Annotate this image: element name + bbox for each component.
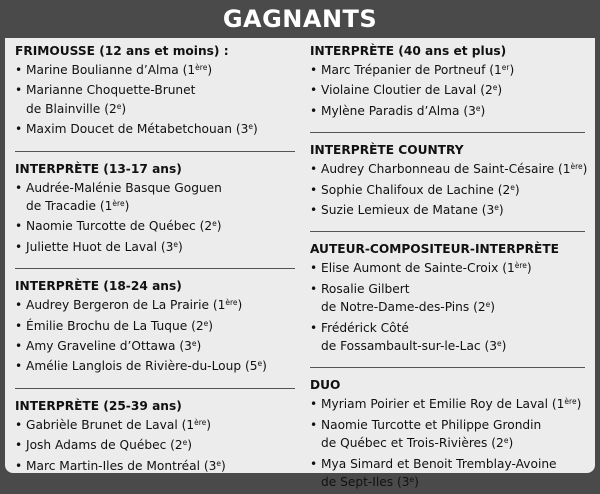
bullet-icon: •: [15, 458, 23, 473]
bullet-icon: •: [310, 182, 318, 197]
winner-name: [26, 120, 258, 140]
winners-section: [310, 240, 585, 357]
winner-name: [26, 61, 212, 81]
winner-item: [15, 61, 295, 81]
winner-item: [15, 81, 295, 120]
bullet-icon: •: [310, 103, 318, 118]
winner-name: [26, 81, 195, 120]
section-title: INTERPRÈTE (18-24 ans): [15, 279, 182, 294]
bullet-icon: •: [15, 83, 23, 98]
rank-label: (3e): [481, 203, 504, 218]
bullet-icon: •: [310, 203, 318, 218]
winner-name: [321, 81, 502, 101]
winner-line: Mya Simard et Benoit Tremblay-Avoine: [321, 456, 557, 471]
winner-name: [321, 280, 495, 319]
rank-label: (3e): [235, 122, 258, 137]
winner-line: Gabrièle Brunet de Laval (1ère): [26, 417, 212, 432]
winner-line: de Fossambault-sur-le-Lac (3e): [321, 339, 507, 354]
winner-name: [321, 61, 514, 81]
winner-item: [15, 120, 295, 140]
rank-label: (2e): [104, 101, 127, 116]
section-title: FRIMOUSSE (12 ans et moins) :: [15, 44, 229, 58]
section-divider: [310, 367, 585, 368]
winner-item: [310, 280, 585, 319]
rank-label: (5e): [244, 359, 267, 374]
winner-name: [321, 455, 557, 494]
winner-item: [310, 102, 585, 122]
winner-name: [26, 179, 222, 218]
winner-line: Audrée-Malénie Basque Goguen: [26, 180, 222, 195]
winner-line: Marianne Choquette-Brunet: [26, 83, 196, 98]
winner-name: [26, 436, 192, 456]
winner-item: [15, 337, 295, 357]
rank-label: (3e): [203, 458, 226, 473]
bullet-icon: •: [15, 438, 23, 453]
section-title: INTERPRÈTE (25-39 ans): [15, 398, 182, 413]
winner-name: [321, 102, 485, 122]
winner-item: [310, 416, 585, 455]
winner-name: [321, 395, 581, 415]
winner-line: Juliette Huot de Laval (3e): [26, 239, 183, 254]
bullet-icon: •: [310, 83, 318, 98]
winner-line: de Sept-Iles (3e): [321, 475, 419, 490]
winner-name: [321, 259, 532, 279]
winners-panel: [5, 38, 595, 490]
winner-item: [310, 395, 585, 415]
winner-item: [15, 217, 295, 237]
winners-section: [310, 42, 585, 122]
winner-name: [26, 337, 201, 357]
winner-line: Suzie Lemieux de Matane (3e): [321, 203, 504, 218]
winner-line: Violaine Cloutier de Laval (2e): [321, 83, 503, 98]
rank-label: (3e): [484, 339, 507, 354]
bullet-icon: •: [310, 397, 318, 412]
bullet-icon: •: [15, 417, 23, 432]
rank-label: (1ère): [212, 298, 243, 313]
section-title: INTERPRÈTE (40 ans et plus): [310, 44, 507, 58]
winners-section: [15, 42, 295, 141]
page-title: GAGNANTS: [222, 5, 378, 33]
winner-line: Naomie Turcotte de Québec (2e): [26, 219, 222, 234]
rank-label: (2e): [491, 436, 514, 451]
winner-line: de Tracadie (1ère): [26, 199, 130, 214]
winner-item: [15, 436, 295, 456]
rank-label: (2e): [497, 182, 520, 197]
winner-name: [26, 416, 211, 436]
winner-line: Marine Boulianne d’Alma (1ère): [26, 63, 213, 77]
rank-label: (3e): [396, 475, 419, 490]
rank-label: (1ère): [99, 199, 130, 214]
bullet-icon: •: [15, 122, 23, 137]
winners-section: [15, 160, 295, 259]
winner-line: Maxim Doucet de Métabetchouan (3e): [26, 122, 258, 137]
section-divider: [15, 268, 295, 269]
bullet-icon: •: [15, 239, 23, 254]
rank-label: (2e): [191, 318, 213, 333]
bullet-icon: •: [15, 359, 23, 374]
winner-item: [15, 457, 295, 477]
winner-name: [321, 319, 506, 358]
bullet-icon: •: [15, 318, 23, 333]
section-title: DUO: [310, 378, 341, 393]
winner-line: Marc Trépanier de Portneuf (1er): [321, 63, 515, 77]
winner-item: [15, 317, 295, 337]
rank-label: (1er): [489, 63, 515, 77]
winners-section: [15, 277, 295, 378]
winner-item: [310, 81, 585, 101]
bullet-icon: •: [310, 63, 318, 77]
bullet-icon: •: [310, 417, 318, 432]
winner-name: [26, 296, 242, 316]
rank-label: (1ère): [551, 397, 582, 412]
winner-line: Myriam Poirier et Emilie Roy de Laval (1ère): [321, 397, 582, 412]
winner-line: Mylène Paradis d’Alma (3e): [321, 103, 486, 118]
winner-item: [310, 201, 585, 221]
bullet-icon: •: [310, 162, 318, 177]
winner-line: de Québec et Trois-Rivières (2e): [321, 436, 514, 451]
section-title: INTERPRÈTE (13-17 ans): [15, 161, 182, 176]
winner-name: [321, 160, 587, 180]
section-divider: [310, 132, 585, 133]
rank-label: (2e): [170, 438, 193, 453]
winner-line: Naomie Turcotte et Philippe Grondin: [321, 417, 542, 432]
section-title: INTERPRÈTE COUNTRY: [310, 143, 464, 158]
header: [0, 0, 600, 38]
rank-label: (3e): [179, 339, 202, 354]
winner-name: [321, 181, 520, 201]
rank-label: (1ère): [502, 261, 532, 276]
winner-item: [15, 179, 295, 218]
rank-label: (1ère): [557, 162, 588, 177]
bullet-icon: •: [15, 339, 23, 354]
section-divider: [15, 388, 295, 389]
winner-line: Audrey Charbonneau de Saint-Césaire (1ère): [321, 162, 588, 177]
winner-line: Frédérick Côté: [321, 320, 409, 335]
winner-item: [310, 160, 588, 180]
winner-item: [310, 319, 585, 358]
winner-name: [26, 317, 213, 337]
winner-line: Sophie Chalifoux de Lachine (2e): [321, 182, 520, 197]
winner-line: de Blainville (2e): [26, 101, 127, 116]
rank-label: (3e): [463, 103, 486, 118]
rank-label: (2e): [473, 300, 496, 315]
winner-line: Marc Martin-Iles de Montréal (3e): [26, 458, 226, 473]
winner-item: [15, 238, 295, 258]
winner-line: de Notre-Dame-des-Pins (2e): [321, 300, 496, 315]
rank-label: (1ère): [181, 417, 212, 432]
winner-line: Amy Graveline d’Ottawa (3e): [26, 339, 202, 354]
winners-section: [310, 141, 588, 221]
winner-item: [310, 259, 585, 279]
winner-item: [15, 296, 295, 316]
winner-item: [310, 181, 585, 201]
bullet-icon: •: [15, 63, 23, 77]
winner-name: [26, 238, 183, 258]
winner-item: [15, 357, 295, 377]
winner-name: [26, 217, 221, 237]
winner-line: Rosalie Gilbert: [321, 281, 410, 296]
bullet-icon: •: [15, 219, 23, 234]
rank-label: (3e): [160, 239, 183, 254]
bullet-icon: •: [15, 180, 23, 195]
winner-name: [26, 457, 226, 477]
bullet-icon: •: [310, 261, 318, 276]
winners-section: [310, 376, 585, 493]
bullet-icon: •: [15, 298, 23, 313]
winner-name: [26, 357, 267, 377]
left-column: [15, 42, 295, 477]
winner-item: [310, 61, 585, 81]
rank-label: (2e): [199, 219, 222, 234]
winner-line: Amélie Langlois de Rivière-du-Loup (5e): [26, 359, 267, 374]
winner-line: Elise Aumont de Sainte-Croix (1ère): [321, 261, 532, 276]
winner-item: [310, 455, 585, 494]
right-column: [310, 42, 588, 494]
bullet-icon: •: [310, 281, 318, 296]
winner-line: Audrey Bergeron de La Prairie (1ère): [26, 298, 243, 313]
section-divider: [310, 231, 585, 232]
winner-line: Josh Adams de Québec (2e): [26, 438, 193, 453]
winner-item: [15, 416, 295, 436]
winner-name: [321, 416, 541, 455]
rank-label: (1ère): [182, 63, 213, 77]
section-divider: [15, 151, 295, 152]
winner-line: Émilie Brochu de La Tuque (2e): [26, 318, 213, 333]
winner-name: [321, 201, 504, 221]
rank-label: (2e): [480, 83, 503, 98]
bullet-icon: •: [310, 320, 318, 335]
bullet-icon: •: [310, 456, 318, 471]
section-title: AUTEUR-COMPOSITEUR-INTERPRÈTE: [310, 242, 559, 257]
winners-section: [15, 397, 295, 477]
